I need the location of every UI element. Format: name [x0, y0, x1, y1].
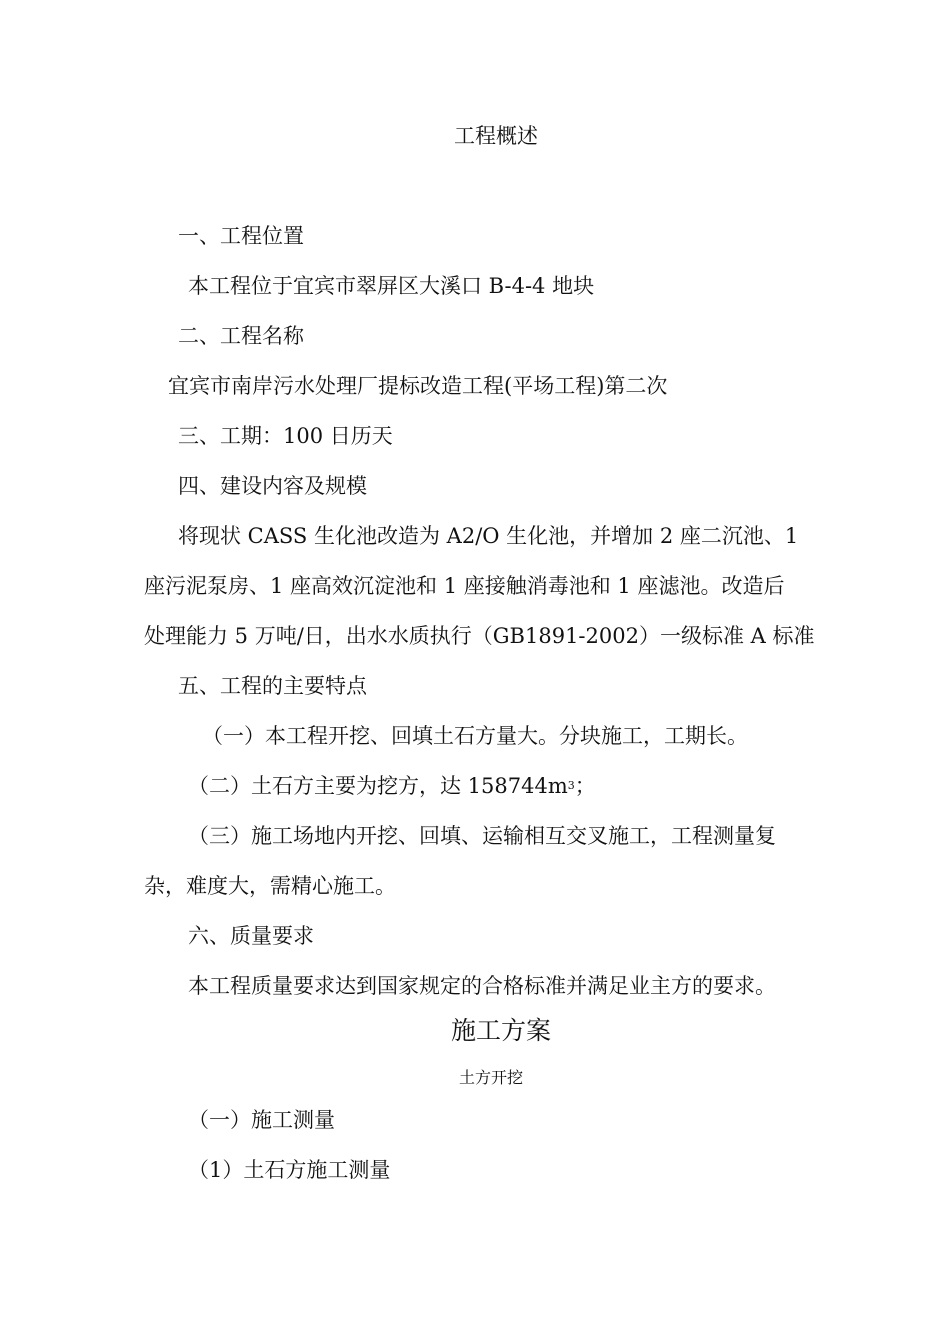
scope-text-line-2: 座污泥泵房、1 座高效沉淀池和 1 座接触消毒池和 1 座滤池。改造后: [144, 574, 785, 598]
section-heading-location: 一、工程位置: [178, 224, 304, 248]
section-heading-features: 五、工程的主要特点: [178, 674, 367, 698]
feature-item-3-line-1: （三）施工场地内开挖、回填、运输相互交叉施工，工程测量复: [188, 824, 776, 848]
section-heading-quality: 六、质量要求: [188, 924, 314, 948]
section-heading-project-name: 二、工程名称: [178, 324, 304, 348]
location-text: 本工程位于宜宾市翠屏区大溪口 B-4-4 地块: [188, 274, 595, 298]
plan-item-survey: （一）施工测量: [188, 1108, 335, 1132]
feature-item-2: [188, 771, 596, 801]
cubic-superscript: 3: [567, 779, 575, 792]
project-name-text: 宜宾市南岸污水处理厂提标改造工程(平场工程)第二次: [168, 374, 668, 398]
plan-title: 施工方案: [450, 1016, 551, 1045]
section-heading-duration: 三、工期：100 日历天: [178, 424, 393, 448]
scope-text-line-3: 处理能力 5 万吨/日，出水水质执行（GB1891-2002）一级标准 A 标准: [144, 624, 815, 648]
page-title: 工程概述: [454, 124, 538, 148]
feature-item-2-text: （二）土石方主要为挖方，达 158744m: [188, 774, 568, 798]
scope-text-line-1: 将现状 CASS 生化池改造为 A2/O 生化池，并增加 2 座二沉池、1: [178, 524, 799, 548]
feature-item-1: （一）本工程开挖、回填土石方量大。分块施工，工期长。: [202, 724, 748, 748]
feature-item-3-line-2: 杂，难度大，需精心施工。: [144, 874, 396, 898]
quality-text: 本工程质量要求达到国家规定的合格标准并满足业主方的要求。: [188, 974, 776, 998]
plan-item-earthwork-survey: （1）土石方施工测量: [188, 1158, 391, 1182]
feature-item-2-end: ；: [574, 774, 596, 798]
section-heading-scope: 四、建设内容及规模: [178, 474, 367, 498]
plan-subtitle: 土方开挖: [458, 1068, 523, 1087]
